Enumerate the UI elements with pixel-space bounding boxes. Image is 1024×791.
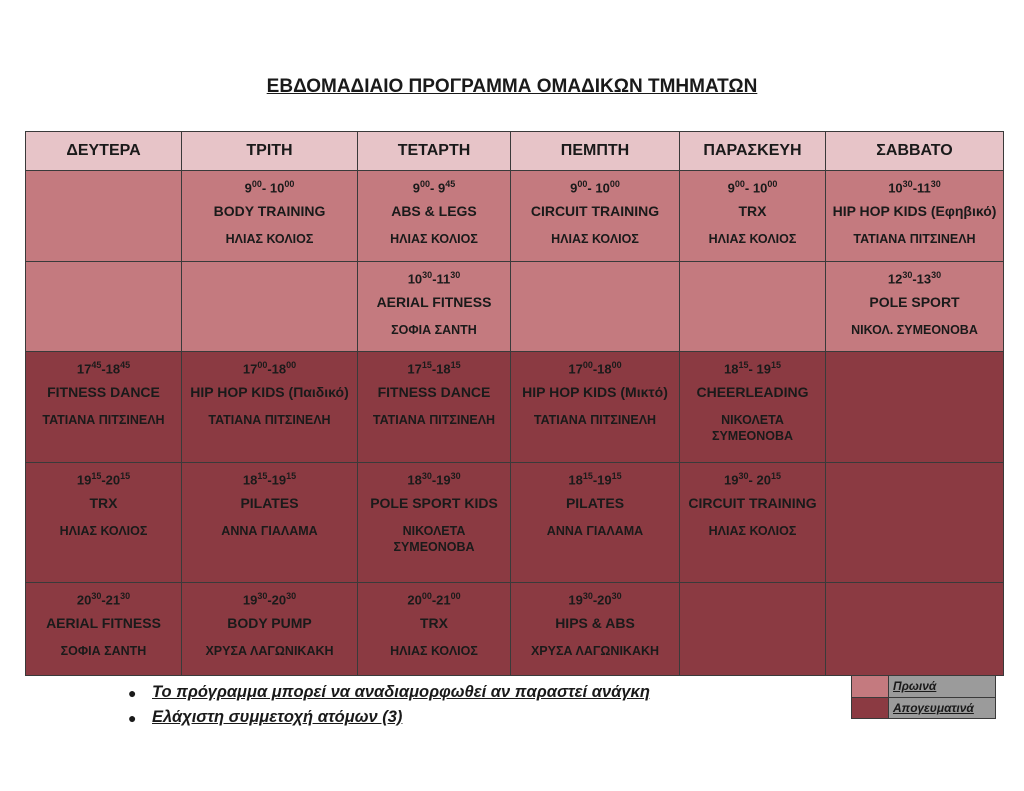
- class-slot: [358, 583, 511, 676]
- instructor-name: ΝΙΚΟΛΕΤΑ ΣΥΜΕΟΝΟΒΑ: [711, 413, 794, 443]
- schedule-row: [26, 262, 1004, 352]
- class-slot: [358, 352, 511, 463]
- class-time: $19^{30}-$ $20^{15}$: [724, 471, 781, 488]
- class-slot: [358, 463, 511, 583]
- class-name: HIP HOP KIDS (Μικτό): [522, 384, 668, 400]
- instructor-name: ΗΛΙΑΣ ΚΟΛΙΟΣ: [708, 232, 797, 246]
- day-header: ΤΡΙΤΗ: [182, 132, 358, 171]
- note-item: [128, 680, 650, 705]
- class-slot: [826, 171, 1004, 262]
- class-time: $9^{00}-$ $10^{00}$: [570, 179, 620, 196]
- instructor-name: ΤΑΤΙΑΝΑ ΠΙΤΣΙΝΕΛΗ: [853, 232, 976, 246]
- legend-label: Πρωινά: [889, 676, 996, 698]
- note-text: Το πρόγραμμα μπορεί να αναδιαμορφωθεί αν παραστεί ανάγκη: [152, 683, 650, 701]
- empty-slot: [680, 262, 826, 352]
- instructor-name: ΗΛΙΑΣ ΚΟΛΙΟΣ: [59, 524, 148, 538]
- class-time: $9^{00}-$ $9^{45}$: [412, 179, 456, 196]
- instructor-name: ΗΛΙΑΣ ΚΟΛΙΟΣ: [390, 644, 478, 658]
- schedule-row: [26, 463, 1004, 583]
- empty-slot: [511, 262, 680, 352]
- day-header: ΔΕΥΤΕΡΑ: [26, 132, 182, 171]
- day-header: ΠΑΡΑΣΚΕΥΗ: [680, 132, 826, 171]
- class-time: $10^{30}-11^{30}$: [888, 179, 941, 196]
- class-slot: [511, 463, 680, 583]
- instructor-name: ΧΡΥΣΑ ΛΑΓΩΝΙΚΑΚΗ: [530, 644, 660, 658]
- class-slot: [182, 463, 358, 583]
- class-time: $19^{30}-20^{30}$: [242, 591, 297, 608]
- class-time: $18^{30}-19^{30}$: [407, 471, 461, 488]
- class-time: $10^{30}-11^{30}$: [407, 270, 461, 287]
- instructor-name: ΣΟΦΙΑ ΣΑΝΤΗ: [60, 644, 147, 658]
- class-name: FITNESS DANCE: [47, 384, 160, 400]
- class-name: CHEERLEADING: [696, 384, 809, 400]
- empty-slot: [826, 583, 1004, 676]
- empty-slot: [680, 583, 826, 676]
- class-time: $9^{00}-$ $10^{00}$: [727, 179, 778, 196]
- empty-slot: [26, 262, 182, 352]
- instructor-name: ΤΑΤΙΑΝΑ ΠΙΤΣΙΝΕΛΗ: [533, 413, 657, 427]
- class-name: TRX: [89, 495, 118, 511]
- instructor-name: ΤΑΤΙΑΝΑ ΠΙΤΣΙΝΕΛΗ: [42, 413, 165, 427]
- class-slot: [182, 171, 358, 262]
- schedule-table: [25, 131, 1004, 676]
- page-title: ΕΒΔΟΜΑΔΙΑΙΟ ΠΡΟΓΡΑΜΜΑ ΟΜΑΔΙΚΩΝ ΤΜΗΜΑΤΩΝ: [266, 76, 758, 97]
- class-name: POLE SPORT KIDS: [370, 495, 498, 511]
- instructor-name: ΗΛΙΑΣ ΚΟΛΙΟΣ: [225, 232, 314, 246]
- class-name: POLE SPORT: [869, 294, 960, 310]
- legend-swatch-morning: [852, 676, 889, 698]
- day-header: ΣΑΒΒΑΤΟ: [826, 132, 1004, 171]
- class-name: FITNESS DANCE: [377, 384, 491, 400]
- class-name: CIRCUIT TRAINING: [688, 495, 817, 511]
- class-time: $17^{45}-18^{45}$: [76, 360, 131, 377]
- class-time: $17^{15}-18^{15}$: [407, 360, 461, 377]
- class-slot: [182, 352, 358, 463]
- class-time: $17^{00}-18^{00}$: [242, 360, 297, 377]
- class-name: TRX: [738, 203, 767, 219]
- class-slot: [680, 352, 826, 463]
- class-name: AERIAL FITNESS: [376, 294, 492, 310]
- schedule-row: [26, 171, 1004, 262]
- class-name: ABS & LEGS: [391, 203, 477, 219]
- legend-row: [852, 676, 996, 698]
- instructor-name: ΝΙΚΟΛΕΤΑ ΣΥΜΕΟΝΟΒΑ: [393, 524, 475, 554]
- instructor-name: ΗΛΙΑΣ ΚΟΛΙΟΣ: [390, 232, 478, 246]
- class-name: HIPS & ABS: [555, 615, 635, 631]
- instructor-name: ΤΑΤΙΑΝΑ ΠΙΤΣΙΝΕΛΗ: [372, 413, 496, 427]
- class-name: HIP HOP KIDS (Εφηβικό): [832, 203, 997, 219]
- class-time: $19^{30}-20^{30}$: [568, 591, 622, 608]
- note-text: Ελάχιστη συμμετοχή ατόμων (3): [152, 708, 403, 726]
- legend-label: Απογευματινά: [889, 697, 996, 719]
- instructor-name: ΧΡΥΣΑ ΛΑΓΩΝΙΚΑΚΗ: [205, 644, 334, 658]
- class-name: BODY TRAINING: [213, 203, 326, 219]
- instructor-name: ΣΟΦΙΑ ΣΑΝΤΗ: [391, 323, 477, 337]
- class-slot: [826, 262, 1004, 352]
- class-time: $17^{00}-18^{00}$: [568, 360, 622, 377]
- class-slot: [26, 583, 182, 676]
- notes-list: [128, 680, 650, 730]
- class-name: CIRCUIT TRAINING: [530, 203, 660, 219]
- empty-slot: [826, 352, 1004, 463]
- bullet-icon: ●: [128, 684, 137, 701]
- empty-slot: [182, 262, 358, 352]
- class-name: BODY PUMP: [227, 615, 312, 631]
- legend: [851, 675, 996, 719]
- class-time: $12^{30}-13^{30}$: [887, 270, 942, 287]
- legend-row: [852, 697, 996, 719]
- class-slot: [511, 171, 680, 262]
- instructor-name: ΗΛΙΑΣ ΚΟΛΙΟΣ: [551, 232, 639, 246]
- instructor-name: ΗΛΙΑΣ ΚΟΛΙΟΣ: [708, 524, 797, 538]
- schedule-row: [26, 583, 1004, 676]
- class-slot: [26, 352, 182, 463]
- class-time: $20^{30}-21^{30}$: [76, 591, 131, 608]
- class-time: $18^{15}-19^{15}$: [568, 471, 622, 488]
- class-slot: [358, 171, 511, 262]
- class-name: TRX: [420, 615, 448, 631]
- instructor-name: ΑΝΝΑ ΓΙΑΛΑΜΑ: [546, 524, 644, 538]
- class-time: $19^{15}-20^{15}$: [76, 471, 131, 488]
- class-name: PILATES: [240, 495, 299, 511]
- empty-slot: [26, 171, 182, 262]
- instructor-name: ΤΑΤΙΑΝΑ ΠΙΤΣΙΝΕΛΗ: [208, 413, 331, 427]
- empty-slot: [826, 463, 1004, 583]
- legend-swatch-afternoon: [852, 697, 889, 719]
- class-slot: [511, 352, 680, 463]
- instructor-name: ΝΙΚΟΛ. ΣΥΜΕΟΝΟΒΑ: [851, 323, 978, 337]
- class-time: $20^{00}-21^{00}$: [407, 591, 461, 608]
- class-time: $9^{00}-$ $10^{00}$: [244, 179, 295, 196]
- class-name: AERIAL FITNESS: [46, 615, 161, 631]
- class-slot: [680, 463, 826, 583]
- class-slot: [26, 463, 182, 583]
- schedule-row: [26, 352, 1004, 463]
- schedule-body: [26, 171, 1004, 676]
- class-time: $18^{15}-$ $19^{15}$: [724, 360, 781, 377]
- class-slot: [511, 583, 680, 676]
- instructor-name: ΑΝΝΑ ΓΙΑΛΑΜΑ: [221, 524, 318, 538]
- day-header-row: [26, 132, 1004, 171]
- class-slot: [358, 262, 511, 352]
- class-slot: [680, 171, 826, 262]
- day-header: ΤΕΤΑΡΤΗ: [358, 132, 511, 171]
- class-time: $18^{15}-19^{15}$: [242, 471, 297, 488]
- class-name: HIP HOP KIDS (Παιδικό): [190, 384, 349, 400]
- note-item: [128, 705, 650, 730]
- class-name: PILATES: [565, 495, 625, 511]
- day-header: ΠΕΜΠΤΗ: [511, 132, 680, 171]
- class-slot: [182, 583, 358, 676]
- bullet-icon: ●: [128, 709, 137, 726]
